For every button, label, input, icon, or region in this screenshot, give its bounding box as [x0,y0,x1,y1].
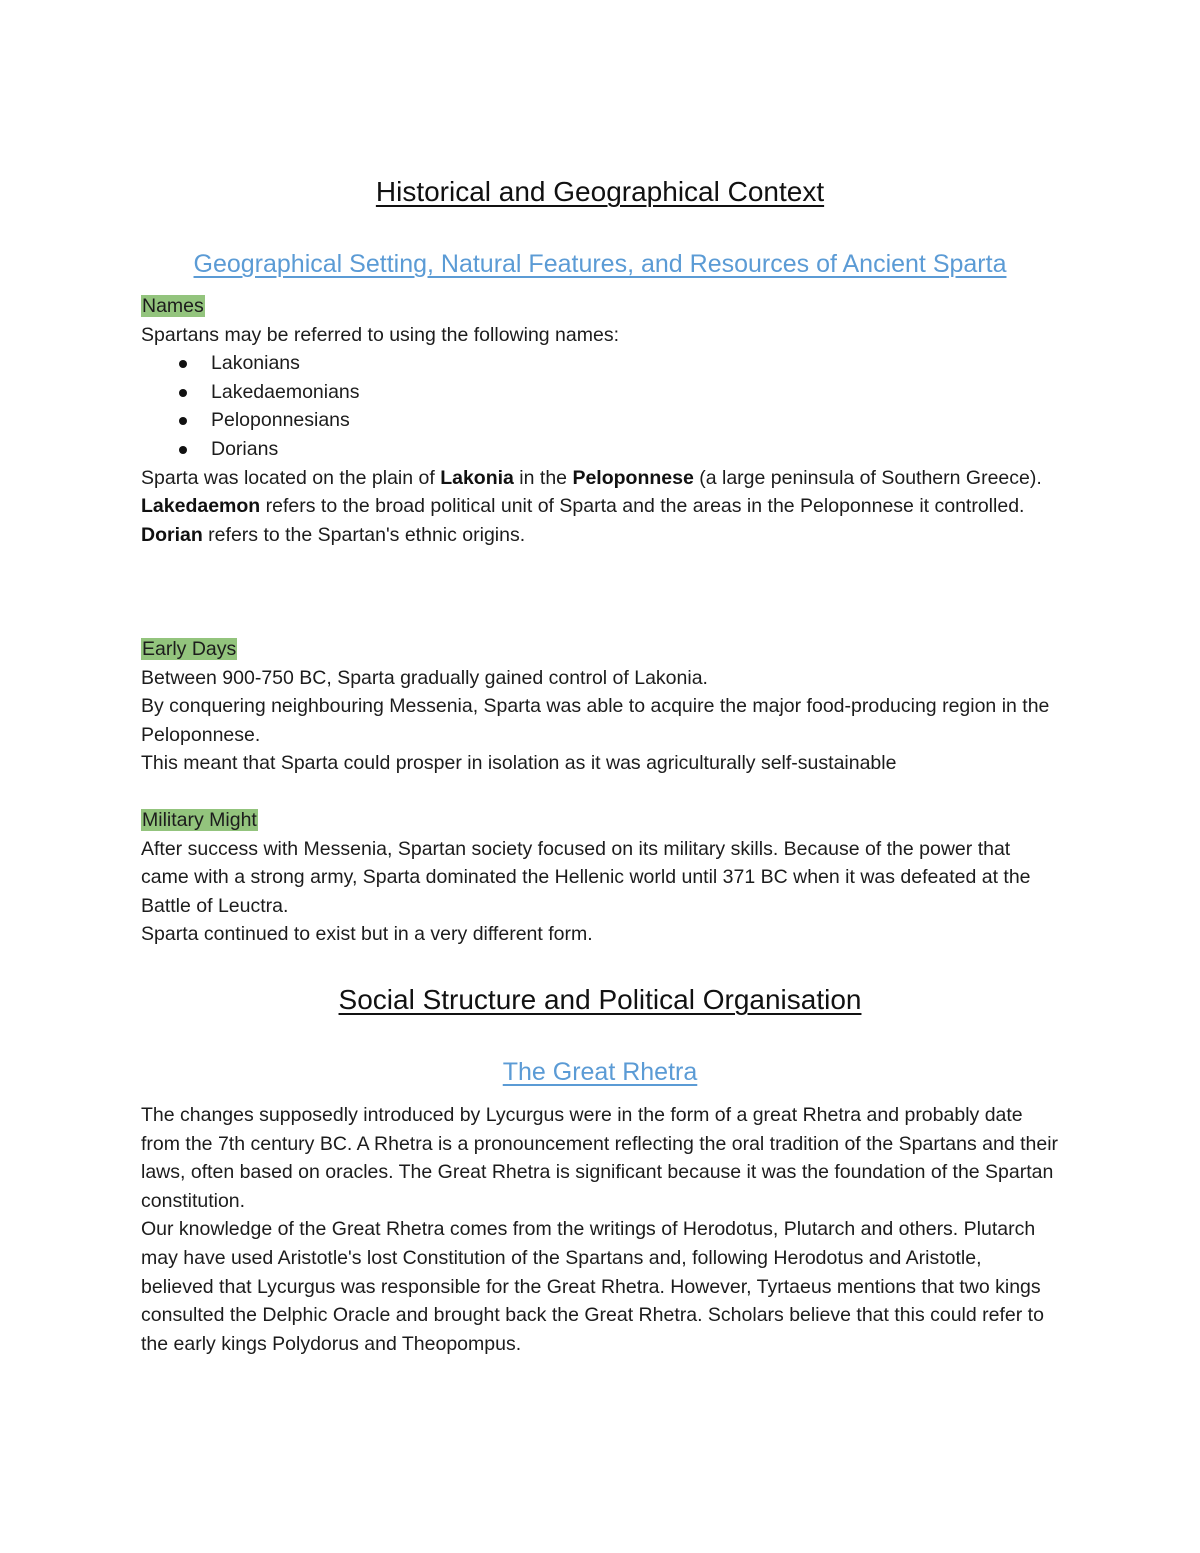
dorian-paragraph: Dorian refers to the Spartan's ethnic origins. [141,523,526,546]
great-rhetra-section [141,1101,1059,1358]
military-might-label: Military Might [142,809,257,831]
page-title: Historical and Geographical Context [375,176,825,207]
early-days-label: Early Days [142,638,237,660]
military-might-section [141,806,1059,949]
list-item: Dorians [211,435,1059,464]
early-days-line: This meant that Sparta could prosper in isolation as it was agriculturally self-sustainable [141,752,897,775]
great-rhetra-paragraph: Our knowledge of the Great Rhetra comes from the writings of Herodotus, Plutarch and others. Plutarch may have used Aristotle's lost Constitution of the Spartans and, following Herodotus and Aristotle, believed that Lycurgus was responsible for the Great Rhetra. However, Tyrtaeus mentions that two kings consulted the Delphic Oracle and brought back the Great Rhetra. Scholars believe that this could refer to the early kings Polydorus and Theopompus. [141,1218,1044,1355]
peloponnese-term: Peloponnese [572,466,694,489]
names-list [141,349,1059,463]
list-item: Lakonians [211,349,1059,378]
names-label: Names [142,295,204,317]
early-days-section [141,635,1059,778]
military-might-line: Sparta continued to exist but in a very different form. [141,923,593,946]
great-rhetra-paragraph: The changes supposedly introduced by Lycurgus were in the form of a great Rhetra and probably date from the 7th century BC. A Rhetra is a pronouncement reflecting the oral tradition of the Spartans and their laws, often based on oracles. The Great Rhetra is significant because it was the foundation of the Spartan constitution. [141,1104,1059,1212]
names-section [141,292,1059,549]
dorian-term: Dorian [141,523,203,546]
military-might-line: After success with Messenia, Spartan society focused on its military skills. Because of the power that came with a strong army, Sparta dominated the Hellenic world until 371 BC when it was defeated at the Battle of Leuctra. [141,837,1031,917]
section-heading-great-rhetra[interactable]: The Great Rhetra [502,1058,698,1086]
list-item: Peloponnesians [211,406,1059,435]
location-paragraph: Sparta was located on the plain of Lakonia in the Peloponnese (a large peninsula of Southern Greece). [141,466,1042,489]
section-title-social-structure: Social Structure and Political Organisation [338,984,862,1015]
list-item: Lakedaemonians [211,378,1059,407]
lakedaemon-term: Lakedaemon [141,495,261,518]
lakonia-term: Lakonia [440,466,514,489]
section-heading-geography[interactable]: Geographical Setting, Natural Features, and Resources of Ancient Sparta [193,250,1007,278]
early-days-line: By conquering neighbouring Messenia, Sparta was able to acquire the major food-producing region in the Peloponnese. [141,695,1050,746]
lakedaemon-paragraph: Lakedaemon refers to the broad political unit of Sparta and the areas in the Peloponnese it controlled. [141,495,1025,518]
names-intro: Spartans may be referred to using the following names: [141,323,620,346]
early-days-line: Between 900-750 BC, Sparta gradually gained control of Lakonia. [141,666,708,689]
